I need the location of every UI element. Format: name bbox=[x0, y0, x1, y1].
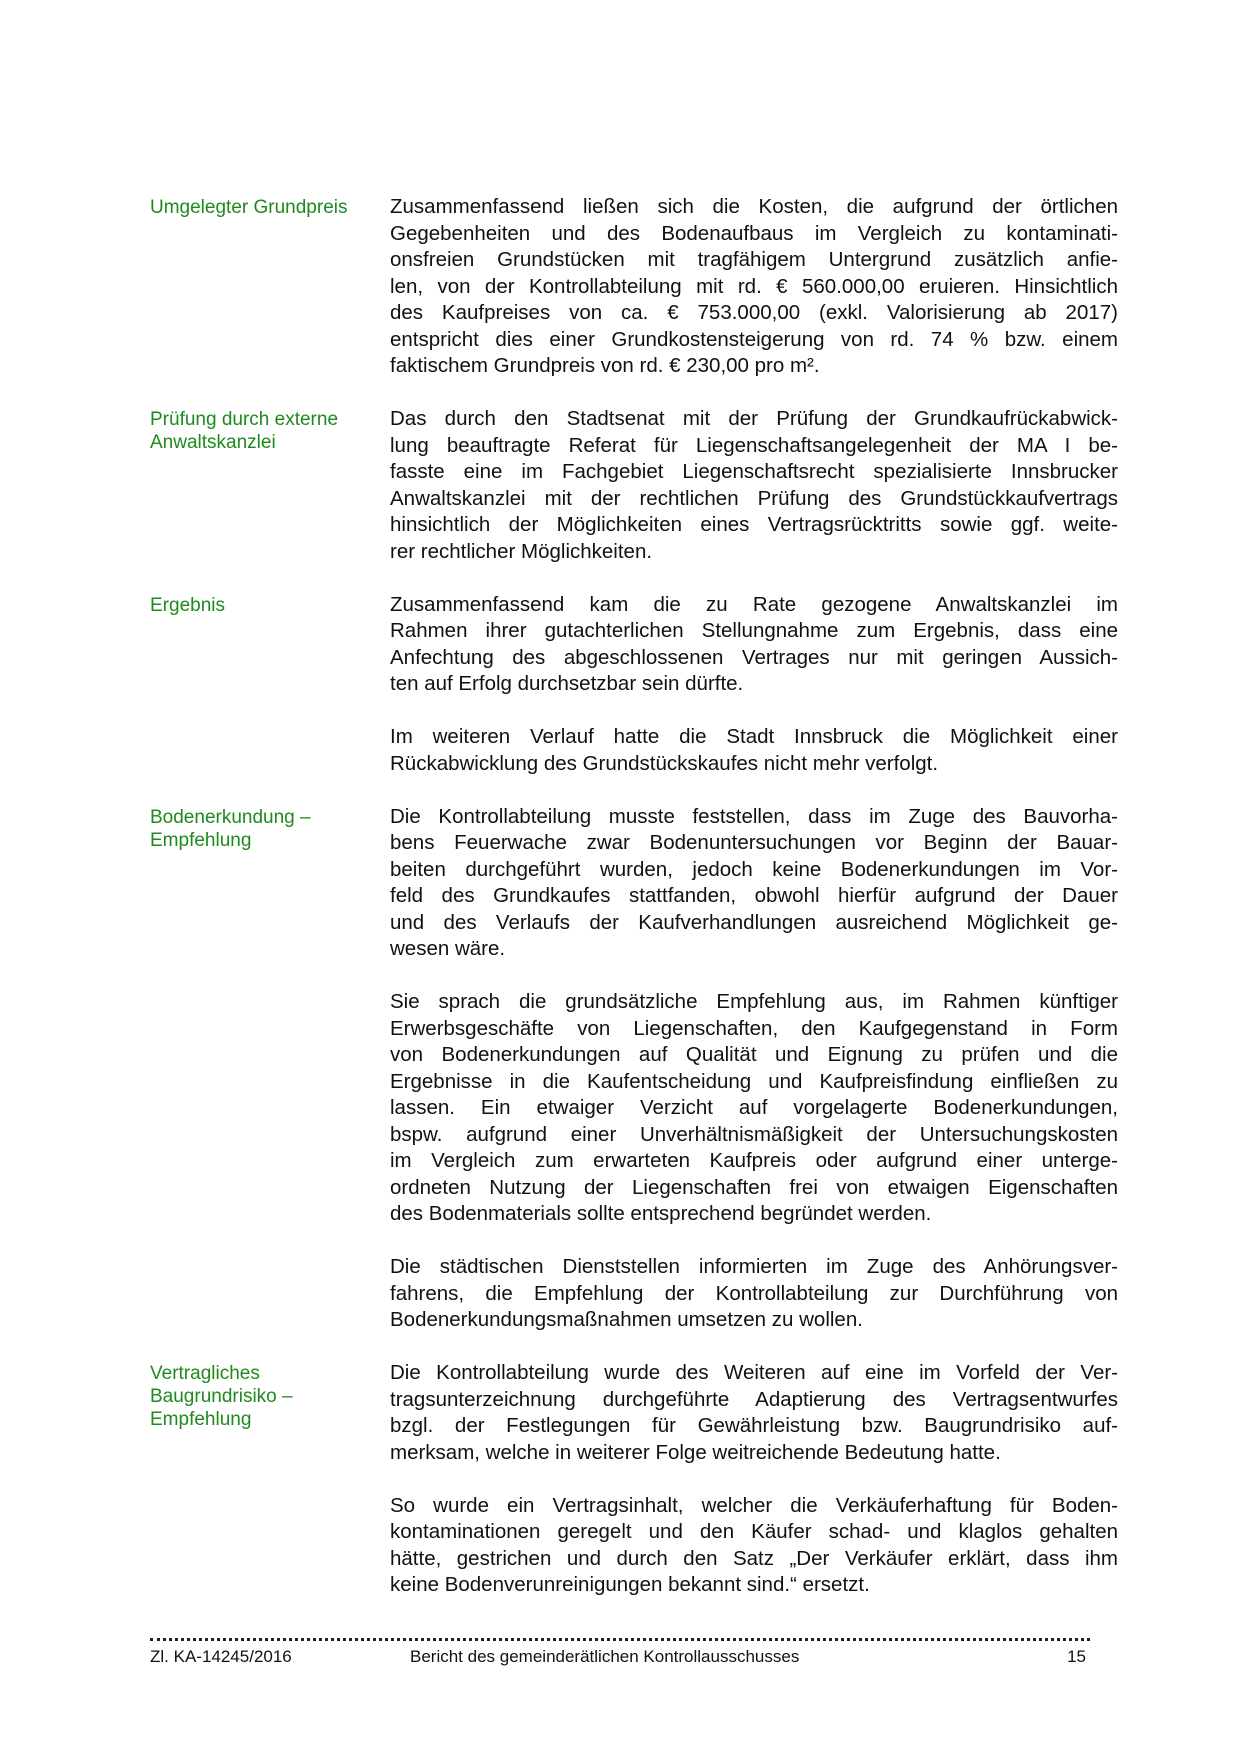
margin-note bbox=[150, 1360, 390, 1431]
paragraph-line: Ergebnisse in die Kaufentscheidung und Kaufpreisfindung einfließen zu bbox=[390, 1069, 1118, 1093]
paragraph-line: keine Bodenverunreinigungen bekannt sind.“ ersetzt. bbox=[390, 1573, 870, 1596]
section bbox=[150, 406, 1118, 592]
section bbox=[150, 592, 1118, 804]
paragraph-line: onsfreien Grundstücken mit tragfähigem Untergrund zusätzlich anfie- bbox=[390, 248, 1118, 271]
margin-note-line: Empfehlung bbox=[150, 1409, 252, 1430]
body-column bbox=[390, 804, 1118, 1361]
paragraph bbox=[390, 194, 1118, 380]
paragraph-line: len, von der Kontrollabteilung mit rd. € 560.000,00 eruieren. Hinsichtlich bbox=[390, 274, 1118, 298]
paragraph-line: Das durch den Stadtsenat mit der Prüfung der Grundkaufrückabwick- bbox=[390, 407, 1118, 430]
margin-note bbox=[150, 406, 390, 454]
margin-note-line: Baugrundrisiko – bbox=[150, 1386, 293, 1407]
paragraph-line: im Vergleich zum erwarteten Kaufpreis oder aufgrund einer unterge- bbox=[390, 1149, 1118, 1172]
paragraph bbox=[390, 1254, 1118, 1334]
paragraph-line: des Bodenmaterials sollte entsprechend begründet werden. bbox=[390, 1202, 932, 1225]
section bbox=[150, 804, 1118, 1361]
body-column bbox=[390, 592, 1118, 804]
margin-note-line: Prüfung durch externe bbox=[150, 409, 339, 430]
margin-note bbox=[150, 194, 390, 219]
paragraph-line: Rückabwicklung des Grundstückskaufes nicht mehr verfolgt. bbox=[390, 751, 939, 775]
paragraph-line: merksam, welche in weiterer Folge weitreichende Bedeutung hatte. bbox=[390, 1440, 1001, 1464]
page-number: 15 bbox=[1067, 1647, 1086, 1666]
paragraph-line: So wurde ein Vertragsinhalt, welcher die Verkäuferhaftung für Boden- bbox=[390, 1493, 1118, 1517]
section bbox=[150, 194, 1118, 406]
paragraph-line: entspricht dies einer Grundkostensteigerung von rd. 74 % bzw. einem bbox=[390, 327, 1118, 351]
paragraph-line: lung beauftragte Referat für Liegenschaftsangelegenheit der MA I be- bbox=[390, 433, 1118, 457]
margin-note-line: Umgelegter Grundpreis bbox=[150, 197, 348, 218]
paragraph bbox=[390, 989, 1118, 1228]
paragraph bbox=[390, 406, 1118, 565]
paragraph-line: Erwerbsgeschäfte von Liegenschaften, den Kaufgegenstand in Form bbox=[390, 1016, 1118, 1040]
margin-note-line: Vertragliches bbox=[150, 1363, 260, 1384]
paragraph-line: Die Kontrollabteilung wurde des Weiteren auf eine im Vorfeld der Ver- bbox=[390, 1361, 1118, 1384]
paragraph-line: und des Verlaufs der Kaufverhandlungen ausreichend Möglichkeit ge- bbox=[390, 910, 1118, 934]
paragraph-line: beiten durchgeführt wurden, jedoch keine Bodenerkundungen im Vor- bbox=[390, 857, 1118, 881]
paragraph-line: Die städtischen Dienststellen informierten im Zuge des Anhörungsver- bbox=[390, 1255, 1118, 1278]
paragraph-line: tragsunterzeichnung durchgeführte Adaptierung des Vertragsentwurfes bbox=[390, 1387, 1118, 1411]
paragraph-line: Anwaltskanzlei mit der rechtlichen Prüfung des Grundstückkaufvertrags bbox=[390, 486, 1118, 510]
paragraph-line: bspw. aufgrund einer Unverhältnismäßigkeit der Untersuchungskosten bbox=[390, 1122, 1118, 1146]
margin-note-line: Bodenerkundung – bbox=[150, 806, 311, 828]
body-column bbox=[390, 194, 1118, 406]
footer-row bbox=[150, 1647, 1090, 1667]
paragraph-line: ten auf Erfolg durchsetzbar sein dürfte. bbox=[390, 672, 744, 695]
paragraph-line: Rahmen ihrer gutachterlichen Stellungnahme zum Ergebnis, dass eine bbox=[390, 619, 1118, 642]
paragraph-line: Die Kontrollabteilung musste feststellen, dass im Zuge des Bauvorha- bbox=[390, 804, 1118, 828]
paragraph bbox=[390, 804, 1118, 963]
paragraph-line: von Bodenerkundungen auf Qualität und Eignung zu prüfen und die bbox=[390, 1043, 1118, 1066]
paragraph-line: rer rechtlicher Möglichkeiten. bbox=[390, 539, 653, 563]
paragraph-line: bens Feuerwache zwar Bodenuntersuchungen vor Beginn der Bauar- bbox=[390, 831, 1118, 854]
paragraph-line: Anfechtung des abgeschlossenen Vertrages nur mit geringen Aussich- bbox=[390, 645, 1118, 669]
paragraph bbox=[390, 592, 1118, 698]
paragraph-line: Zusammenfassend kam die zu Rate gezogene Anwaltskanzlei im bbox=[390, 592, 1118, 616]
body-column bbox=[390, 406, 1118, 592]
paragraph-line: hätte, gestrichen und durch den Satz „Der Verkäufer erklärt, dass ihm bbox=[390, 1546, 1118, 1570]
body-column bbox=[390, 1360, 1118, 1625]
paragraph-line: wesen wäre. bbox=[390, 937, 506, 960]
paragraph-line: Bodenerkundungsmaßnahmen umsetzen zu wollen. bbox=[390, 1308, 863, 1331]
footer-reference: Zl. KA-14245/2016 bbox=[150, 1647, 292, 1666]
paragraph-line: fasste eine im Fachgebiet Liegenschaftsrecht spezialisierte Innsbrucker bbox=[390, 460, 1118, 483]
paragraph-line: bzgl. der Festlegungen für Gewährleistung bzw. Baugrundrisiko auf- bbox=[390, 1414, 1118, 1437]
margin-note bbox=[150, 592, 390, 617]
margin-note-line: Anwaltskanzlei bbox=[150, 432, 276, 453]
paragraph-line: des Kaufpreises von ca. € 753.000,00 (exkl. Valorisierung ab 2017) bbox=[390, 301, 1118, 324]
section bbox=[150, 1360, 1118, 1625]
paragraph-line: faktischem Grundpreis von rd. € 230,00 pro m². bbox=[390, 354, 820, 377]
paragraph-line: Im weiteren Verlauf hatte die Stadt Innsbruck die Möglichkeit einer bbox=[390, 725, 1118, 748]
margin-note-line: Empfehlung bbox=[150, 829, 252, 851]
margin-note-line: Ergebnis bbox=[150, 594, 225, 616]
footer-title: Bericht des gemeinderätlichen Kontrollausschusses bbox=[410, 1647, 800, 1666]
page-footer bbox=[150, 1638, 1090, 1667]
paragraph-line: hinsichtlich der Möglichkeiten eines Vertragsrücktritts sowie ggf. weite- bbox=[390, 513, 1118, 536]
page-content bbox=[150, 194, 1118, 1625]
paragraph-line: lassen. Ein etwaiger Verzicht auf vorgelagerte Bodenerkundungen, bbox=[390, 1096, 1118, 1119]
margin-note bbox=[150, 804, 390, 852]
paragraph bbox=[390, 1493, 1118, 1599]
paragraph-line: feld des Grundkaufes stattfanden, obwohl hierfür aufgrund der Dauer bbox=[390, 884, 1118, 907]
paragraph-line: ordneten Nutzung der Liegenschaften frei von etwaigen Eigenschaften bbox=[390, 1175, 1118, 1199]
paragraph bbox=[390, 724, 1118, 777]
paragraph bbox=[390, 1360, 1118, 1466]
paragraph-line: kontaminationen geregelt und den Käufer schad- und klaglos gehalten bbox=[390, 1520, 1118, 1543]
paragraph-line: fahrens, die Empfehlung der Kontrollabteilung zur Durchführung von bbox=[390, 1281, 1118, 1305]
paragraph-line: Sie sprach die grundsätzliche Empfehlung aus, im Rahmen künftiger bbox=[390, 990, 1118, 1013]
footer-dotted-rule bbox=[150, 1638, 1090, 1641]
paragraph-line: Gegebenheiten und des Bodenaufbaus im Vergleich zu kontaminati- bbox=[390, 221, 1118, 245]
paragraph-line: Zusammenfassend ließen sich die Kosten, die aufgrund der örtlichen bbox=[390, 195, 1118, 218]
